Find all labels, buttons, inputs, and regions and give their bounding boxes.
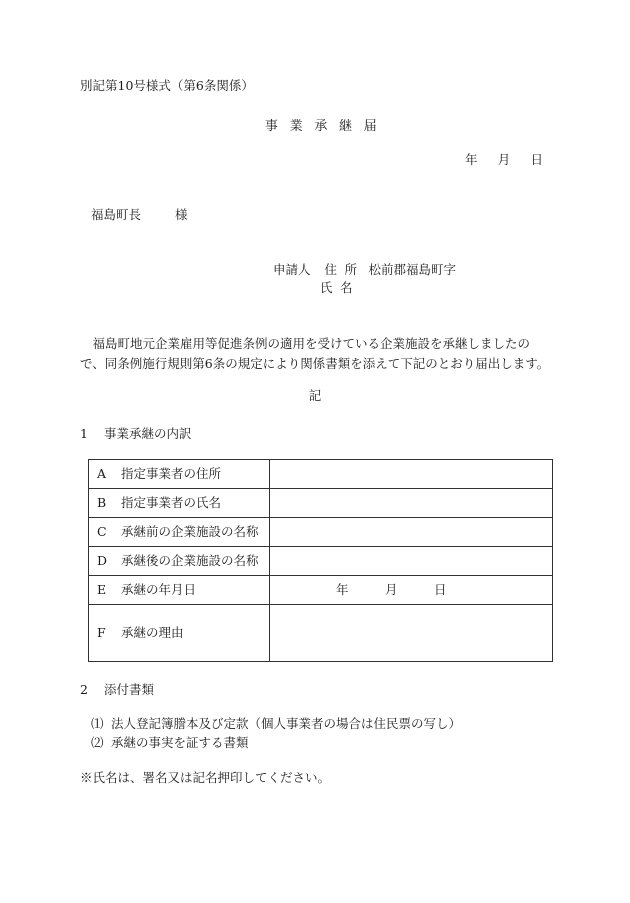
succession-date-field[interactable] [270, 576, 553, 605]
applicant-address-value: 松前郡福島町字 [368, 262, 457, 277]
attachment-number: ⑴ [91, 716, 104, 731]
row-label [89, 547, 270, 576]
row-letter: B [97, 494, 107, 510]
attachment-text: 法人登記簿謄本及び定款（個人事業者の場合は住民票の写し） [111, 716, 462, 731]
addressee-honorific: 様 [175, 207, 188, 222]
table-row [89, 518, 553, 547]
row-label [89, 605, 270, 662]
succession-table [88, 459, 553, 662]
table-row [89, 460, 553, 489]
row-value-field[interactable] [270, 605, 553, 662]
body-text: 福島町地元企業雇用等促進条例の適用を受けている企業施設を承継しましたので、同条例施行規則第6条の規定により関係書類を添えて下記のとおり届出します。 [80, 336, 550, 371]
row-label-text: 指定事業者の住所 [121, 465, 222, 481]
row-label-text: 承継の理由 [121, 624, 184, 640]
row-letter: F [97, 624, 106, 640]
row-letter: D [97, 552, 108, 568]
row-label [89, 460, 270, 489]
row-value-field[interactable] [270, 489, 553, 518]
cell-date-year: 年 [336, 581, 349, 597]
document-title: 事業承継届 [264, 119, 389, 134]
section-2-number: 2 [80, 682, 88, 697]
table-row [89, 576, 553, 605]
section-1-number: 1 [80, 426, 88, 441]
row-label-text: 承継前の企業施設の名称 [121, 523, 259, 539]
addressee-name: 福島町長 [91, 207, 142, 222]
applicant-address-row [273, 264, 456, 277]
row-label-text: 承継の年月日 [121, 581, 197, 597]
section-1-title: 事業承継の内訳 [104, 426, 192, 441]
applicant-label: 申請人 [273, 262, 311, 277]
table-row [89, 489, 553, 518]
row-value-field[interactable] [270, 547, 553, 576]
cell-date-month: 月 [385, 581, 398, 597]
row-value-field[interactable] [270, 518, 553, 547]
date-day: 日 [530, 152, 544, 167]
table-row [89, 547, 553, 576]
signature-note: ※氏名は、署名又は記名押印してください。 [80, 770, 331, 785]
section-2-heading [80, 684, 154, 697]
attachment-number: ⑵ [91, 735, 104, 750]
row-value-field[interactable] [270, 460, 553, 489]
applicant-address-label: 住所 [324, 262, 365, 277]
cell-date-day: 日 [434, 581, 447, 597]
date-month: 月 [497, 152, 511, 167]
row-label [89, 518, 270, 547]
table-row [89, 605, 553, 662]
section-1-heading [80, 428, 192, 441]
date-year: 年 [465, 152, 478, 167]
ki-heading: 記 [308, 388, 322, 403]
addressee [91, 209, 188, 222]
row-label-text: 承継後の企業施設の名称 [121, 552, 259, 568]
attachment-item [91, 737, 249, 750]
attachment-text: 承継の事実を証する書類 [111, 735, 249, 750]
row-label-text: 指定事業者の氏名 [121, 494, 222, 510]
row-label [89, 489, 270, 518]
row-letter: A [97, 465, 107, 481]
row-letter: C [97, 523, 107, 539]
row-letter: E [97, 581, 107, 597]
row-label [89, 576, 270, 605]
form-id: 別記第10号様式（第6条関係） [80, 78, 254, 93]
attachment-item [91, 718, 461, 731]
date-line [465, 154, 543, 167]
applicant-name-label: 氏名 [320, 280, 361, 295]
section-2-title: 添付書類 [104, 682, 155, 697]
